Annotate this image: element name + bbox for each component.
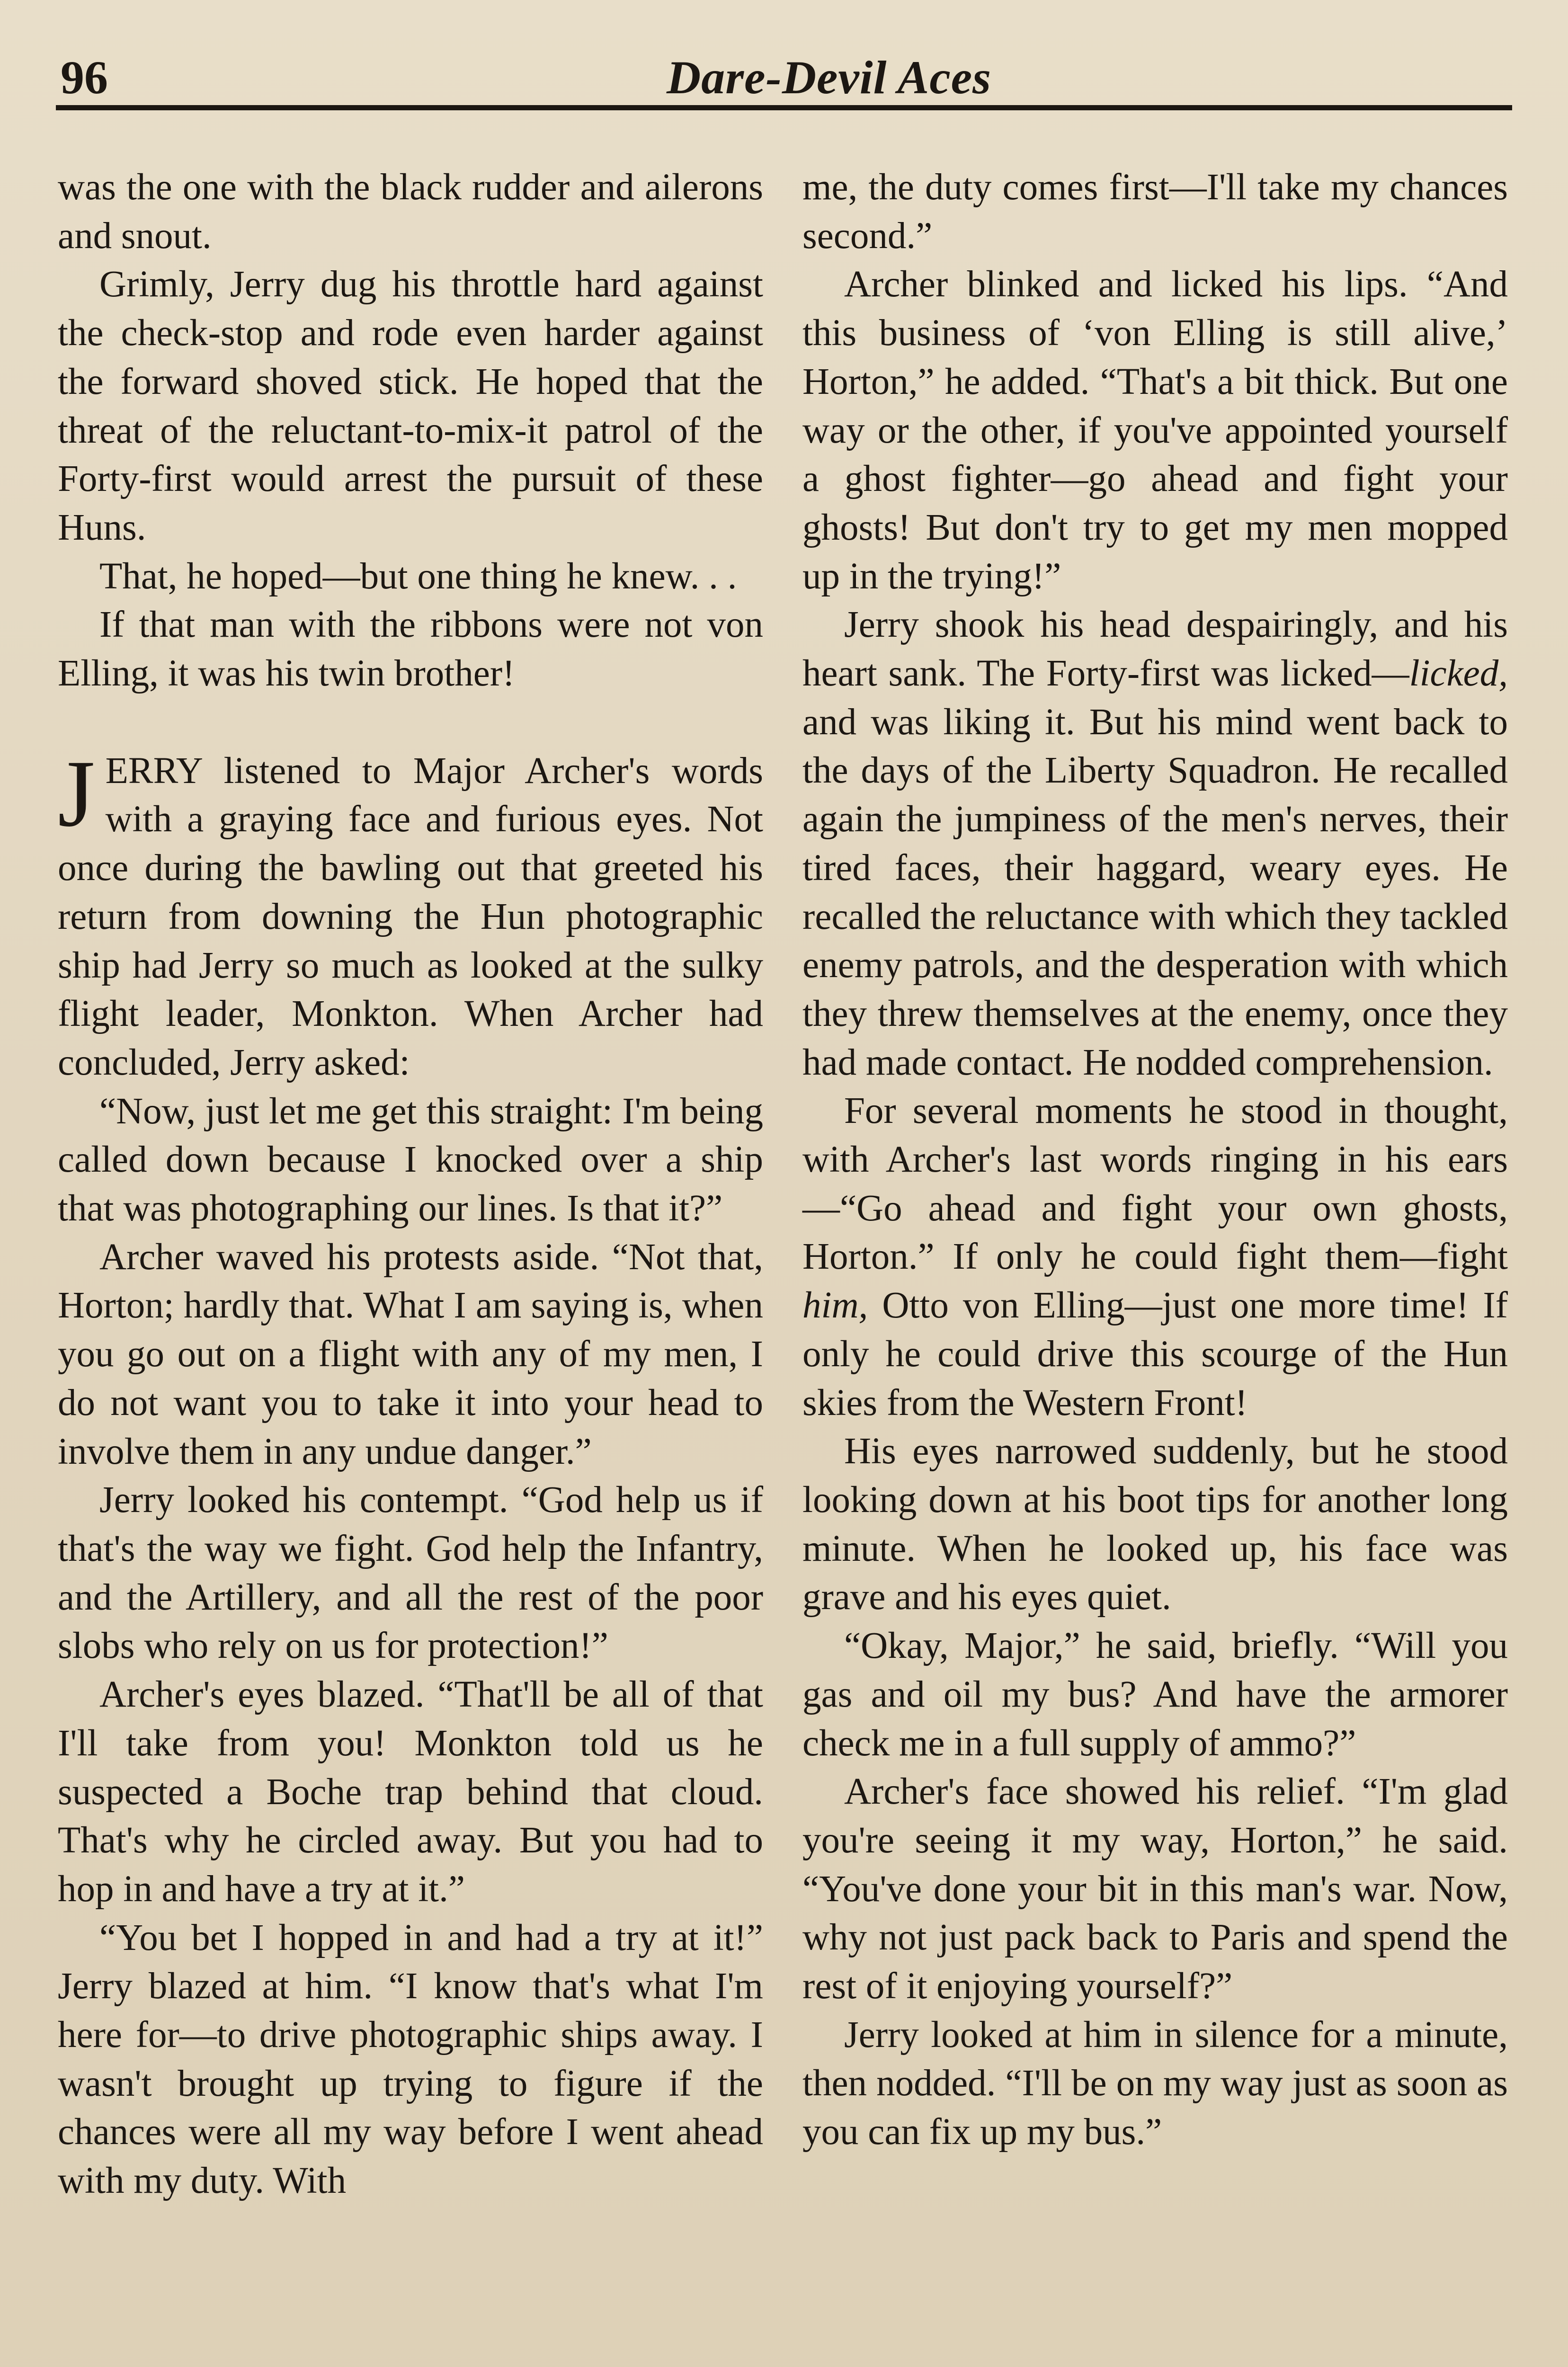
paragraph (802, 601, 1508, 1087)
magazine-title: Dare-Devil Aces (667, 51, 992, 104)
page-number: 96 (61, 51, 108, 104)
paragraph: “Now, just let me get this straight: I'm being called down because I knocked over a ship that was photographing our lines. Is that it?” (58, 1090, 763, 1229)
paragraph: was the one with the black rudder and ailerons and snout. (58, 167, 763, 257)
left-text-column (58, 163, 763, 2206)
paragraph-text: Otto von Elling—just one more time! If only he could drive this scourge of the Hun skies from the Western Front! (802, 1285, 1508, 1424)
paragraph: That, he hoped—but one thing he knew. . . (99, 555, 737, 597)
section-opening-paragraph (58, 740, 764, 1087)
paragraph-text: and was liking it. But his mind went back to the days of the Liberty Squadron. He recalled again the jumpiness of the men's nerves, their tired faces, their haggard, weary eyes. He recalled the reluctance with which they tackled enemy patrols, and the desperation with which they threw themselves at the enemy, once they had made contact. He nodded comprehension. (802, 701, 1508, 1083)
paragraph: Grimly, Jerry dug his throttle hard against the check-stop and rode even harder against the forward shoved stick. He hoped that the threat of the reluctant-to-mix-it patrol of the Forty-first would arrest the pursuit of these Huns. (58, 264, 763, 548)
drop-cap: J (58, 740, 95, 846)
italic-emphasis: licked, (1409, 653, 1508, 694)
paragraph: Archer blinked and licked his lips. “And this business of ‘von Elling is still alive,’ Horton,” he added. “That's a bit thick. But one way or the other, if you've appointed yourself a ghost fighter—go ahead and fight your ghosts! But don't try to get my men mopped up in the trying!” (802, 264, 1508, 597)
paragraph: “Okay, Major,” he said, briefly. “Will you gas and oil my bus? And have the armorer check me in a full supply of ammo?” (802, 1625, 1508, 1764)
section-lead-text: ERRY listened to Major Archer's (105, 750, 650, 792)
paragraph: me, the duty comes first—I'll take my chances second.” (802, 167, 1508, 257)
paragraph: His eyes narrowed suddenly, but he stood looking down at his boot tips for another long minute. When he looked up, his face was grave and his eyes quiet. (802, 1431, 1508, 1618)
paragraph (802, 1087, 1508, 1427)
page-header (56, 44, 1512, 110)
right-text-column (802, 163, 1508, 2157)
paragraph: Archer's eyes blazed. “That'll be all of that I'll take from you! Monkton told us he suspected a Boche trap behind that cloud. That's why he circled away. But you had to hop in and have a try at it.” (58, 1674, 763, 1910)
paragraph-text: Jerry shook his head despairingly, and his heart sank. The Forty-first was licked— (802, 604, 1508, 694)
paragraph-text: For several moments he stood in thought, with Archer's last words ringing in his ears—“Go ahead and fight your own ghosts, Horton.” If only he could fight them—fight (802, 1090, 1508, 1278)
paragraph: “You bet I hopped in and had a try at it!” Jerry blazed at him. “I know that's what I'm here for—to drive photographic ships away. I wasn't brought up trying to figure if the chances were all my way before I went ahead with my duty. With (58, 1917, 763, 2202)
paragraph: Jerry looked his contempt. “God help us if that's the way we fight. God help the Infantry, and the Artillery, and all the rest of the poor slobs who rely on us for protection!” (58, 1479, 763, 1667)
paragraph: Archer's face showed his relief. “I'm glad you're seeing it my way, Horton,” he said. “You've done your bit in this man's war. Now, why not just pack back to Paris and spend the rest of it enjoying yourself?” (802, 1771, 1508, 2007)
paragraph: Jerry looked at him in silence for a minute, then nodded. “I'll be on my way just as soon as you can fix up my bus.” (802, 2014, 1508, 2153)
paragraph: If that man with the ribbons were not von Elling, it was his twin brother! (58, 604, 763, 694)
section-continuation-text: words with a graying face and furious eyes. Not once during the bawling out that greeted his return from downing the Hun photographic ship had Jerry so much as looked at the sulky flight leader, Monkton. When Archer had concluded, Jerry asked: (58, 750, 764, 1083)
italic-emphasis: him, (802, 1285, 868, 1326)
paragraph: Archer waved his protests aside. “Not that, Horton; hardly that. What I am saying is, when you go out on a flight with any of my men, I do not want you to take it into your head to involve them in any undue danger.” (58, 1236, 763, 1472)
